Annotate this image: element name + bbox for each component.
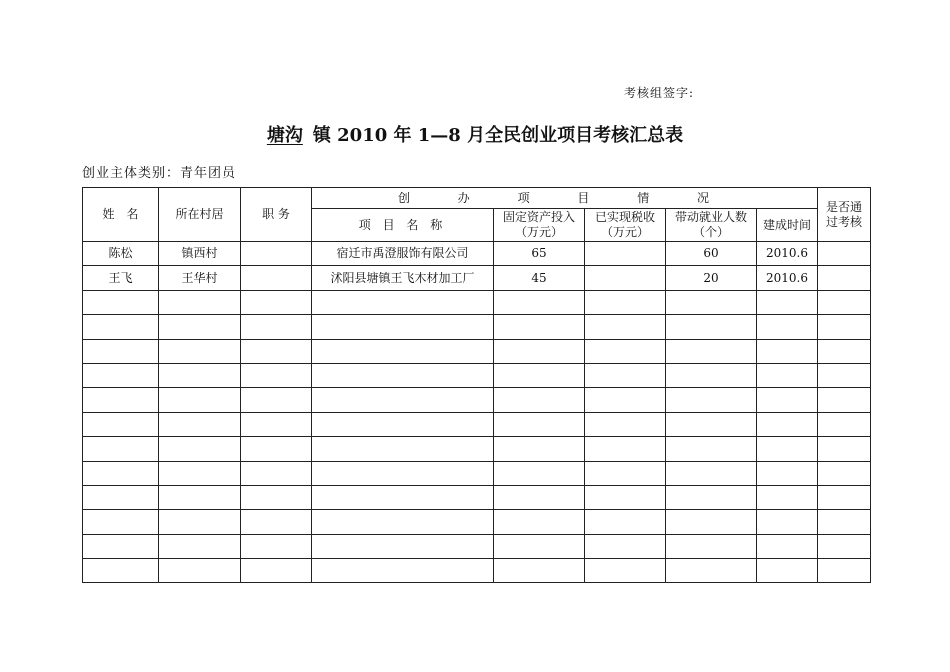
table-row xyxy=(83,290,871,314)
cell-project xyxy=(312,510,494,534)
header-village: 所在村居 xyxy=(159,188,241,242)
signature-label: 考核组签字: xyxy=(624,86,695,100)
table-row xyxy=(83,388,871,412)
cell-tax xyxy=(585,412,666,436)
cell-employment xyxy=(666,534,757,558)
cell-name xyxy=(83,363,159,387)
cell-passed xyxy=(818,266,871,290)
table-row xyxy=(83,363,871,387)
cell-project xyxy=(312,315,494,339)
cell-tax xyxy=(585,290,666,314)
cell-fixed-assets xyxy=(494,412,585,436)
cell-tax xyxy=(585,485,666,509)
header-tax xyxy=(585,209,666,242)
table-row xyxy=(83,461,871,485)
cell-name xyxy=(83,388,159,412)
cell-project: 沭阳县塘镇王飞木材加工厂 xyxy=(312,266,494,290)
cell-village xyxy=(159,510,241,534)
table-row xyxy=(83,534,871,558)
cell-employment xyxy=(666,559,757,583)
cell-project xyxy=(312,437,494,461)
cell-built-time xyxy=(757,510,818,534)
cell-name xyxy=(83,290,159,314)
cell-tax xyxy=(585,534,666,558)
table-row xyxy=(83,242,871,266)
cell-tax xyxy=(585,339,666,363)
cell-name xyxy=(83,534,159,558)
cell-built-time xyxy=(757,534,818,558)
cell-built-time xyxy=(757,437,818,461)
cell-passed xyxy=(818,339,871,363)
cell-employment: 60 xyxy=(666,242,757,266)
cell-tax xyxy=(585,437,666,461)
cell-name xyxy=(83,315,159,339)
table-row xyxy=(83,339,871,363)
cell-employment xyxy=(666,339,757,363)
cell-employment xyxy=(666,388,757,412)
cell-project xyxy=(312,559,494,583)
cell-position xyxy=(241,461,312,485)
cell-tax xyxy=(585,461,666,485)
header-fixed-assets-unit: （万元） xyxy=(514,225,563,239)
header-passed-text: 是否通过考核 xyxy=(826,199,863,229)
entity-category: 创业主体类别：青年团员 xyxy=(82,166,237,181)
cell-village xyxy=(159,485,241,509)
cell-village xyxy=(159,559,241,583)
header-position: 职 务 xyxy=(241,188,312,242)
cell-tax xyxy=(585,242,666,266)
cell-built-time: 2010.6 xyxy=(757,266,818,290)
cell-name xyxy=(83,437,159,461)
cell-built-time xyxy=(757,388,818,412)
cell-tax xyxy=(585,363,666,387)
cell-project: 宿迁市禹澄服饰有限公司 xyxy=(312,242,494,266)
cell-fixed-assets xyxy=(494,388,585,412)
cell-project xyxy=(312,388,494,412)
table-row xyxy=(83,266,871,290)
cell-village xyxy=(159,461,241,485)
cell-village: 镇西村 xyxy=(159,242,241,266)
cell-built-time: 2010.6 xyxy=(757,242,818,266)
cell-tax xyxy=(585,315,666,339)
cell-passed xyxy=(818,534,871,558)
cell-position xyxy=(241,363,312,387)
cell-project xyxy=(312,461,494,485)
cell-project xyxy=(312,363,494,387)
table-row xyxy=(83,485,871,509)
cell-built-time xyxy=(757,339,818,363)
cell-project xyxy=(312,534,494,558)
cell-tax xyxy=(585,559,666,583)
cell-tax xyxy=(585,266,666,290)
cell-project xyxy=(312,290,494,314)
cell-employment xyxy=(666,461,757,485)
summary-table xyxy=(82,187,871,583)
cell-employment xyxy=(666,510,757,534)
cell-fixed-assets: 65 xyxy=(494,242,585,266)
cell-employment xyxy=(666,412,757,436)
cell-position xyxy=(241,388,312,412)
header-fixed-assets xyxy=(494,209,585,242)
cell-employment: 20 xyxy=(666,266,757,290)
cell-passed xyxy=(818,388,871,412)
cell-fixed-assets xyxy=(494,339,585,363)
cell-position xyxy=(241,437,312,461)
cell-built-time xyxy=(757,290,818,314)
header-passed xyxy=(818,188,871,242)
header-built-time: 建成时间 xyxy=(757,209,818,242)
cell-position xyxy=(241,266,312,290)
cell-name xyxy=(83,461,159,485)
cell-name: 王飞 xyxy=(83,266,159,290)
table-row xyxy=(83,315,871,339)
cell-village xyxy=(159,412,241,436)
table-row xyxy=(83,412,871,436)
cell-project xyxy=(312,412,494,436)
cell-name xyxy=(83,485,159,509)
cell-name: 陈松 xyxy=(83,242,159,266)
cell-fixed-assets xyxy=(494,559,585,583)
table-row xyxy=(83,437,871,461)
cell-village xyxy=(159,388,241,412)
cell-passed xyxy=(818,242,871,266)
cell-position xyxy=(241,559,312,583)
header-name: 姓 名 xyxy=(83,188,159,242)
page-title xyxy=(0,121,950,147)
cell-project xyxy=(312,339,494,363)
cell-village xyxy=(159,290,241,314)
cell-fixed-assets xyxy=(494,290,585,314)
cell-fixed-assets xyxy=(494,534,585,558)
cell-employment xyxy=(666,290,757,314)
table-row xyxy=(83,510,871,534)
cell-employment xyxy=(666,315,757,339)
title-text: 镇 2010 年 1—8 月全民创业项目考核汇总表 xyxy=(312,125,684,146)
cell-employment xyxy=(666,363,757,387)
header-employment xyxy=(666,209,757,242)
cell-fixed-assets: 45 xyxy=(494,266,585,290)
header-tax-label: 已实现税收 xyxy=(594,210,655,224)
cell-village xyxy=(159,315,241,339)
cell-built-time xyxy=(757,485,818,509)
cell-village xyxy=(159,339,241,363)
cell-fixed-assets xyxy=(494,510,585,534)
header-employment-label: 带动就业人数 xyxy=(674,210,747,224)
cell-village xyxy=(159,363,241,387)
cell-passed xyxy=(818,412,871,436)
cell-passed xyxy=(818,290,871,314)
cell-built-time xyxy=(757,315,818,339)
town-name: 塘沟 xyxy=(266,125,303,146)
cell-passed xyxy=(818,315,871,339)
cell-village xyxy=(159,534,241,558)
cell-village xyxy=(159,437,241,461)
cell-fixed-assets xyxy=(494,437,585,461)
cell-passed xyxy=(818,437,871,461)
cell-built-time xyxy=(757,559,818,583)
cell-fixed-assets xyxy=(494,315,585,339)
cell-position xyxy=(241,290,312,314)
cell-passed xyxy=(818,559,871,583)
cell-position xyxy=(241,485,312,509)
cell-fixed-assets xyxy=(494,485,585,509)
cell-position xyxy=(241,339,312,363)
cell-name xyxy=(83,339,159,363)
header-employment-unit: （个） xyxy=(692,225,729,239)
cell-passed xyxy=(818,485,871,509)
cell-fixed-assets xyxy=(494,363,585,387)
cell-position xyxy=(241,510,312,534)
cell-employment xyxy=(666,485,757,509)
cell-passed xyxy=(818,363,871,387)
header-fixed-assets-label: 固定资产投入 xyxy=(502,210,575,224)
cell-name xyxy=(83,412,159,436)
cell-built-time xyxy=(757,412,818,436)
cell-project xyxy=(312,485,494,509)
header-project-name: 项 目 名 称 xyxy=(312,209,494,242)
cell-position xyxy=(241,242,312,266)
cell-built-time xyxy=(757,363,818,387)
cell-position xyxy=(241,412,312,436)
header-row-1 xyxy=(83,188,871,209)
header-project-group: 创 办 项 目 情 况 xyxy=(312,188,818,209)
cell-position xyxy=(241,315,312,339)
header-tax-unit: （万元） xyxy=(600,225,649,239)
cell-fixed-assets xyxy=(494,461,585,485)
cell-passed xyxy=(818,461,871,485)
cell-village: 王华村 xyxy=(159,266,241,290)
table-row xyxy=(83,559,871,583)
cell-name xyxy=(83,559,159,583)
cell-built-time xyxy=(757,461,818,485)
cell-name xyxy=(83,510,159,534)
cell-employment xyxy=(666,437,757,461)
cell-tax xyxy=(585,510,666,534)
cell-passed xyxy=(818,510,871,534)
cell-tax xyxy=(585,388,666,412)
cell-position xyxy=(241,534,312,558)
